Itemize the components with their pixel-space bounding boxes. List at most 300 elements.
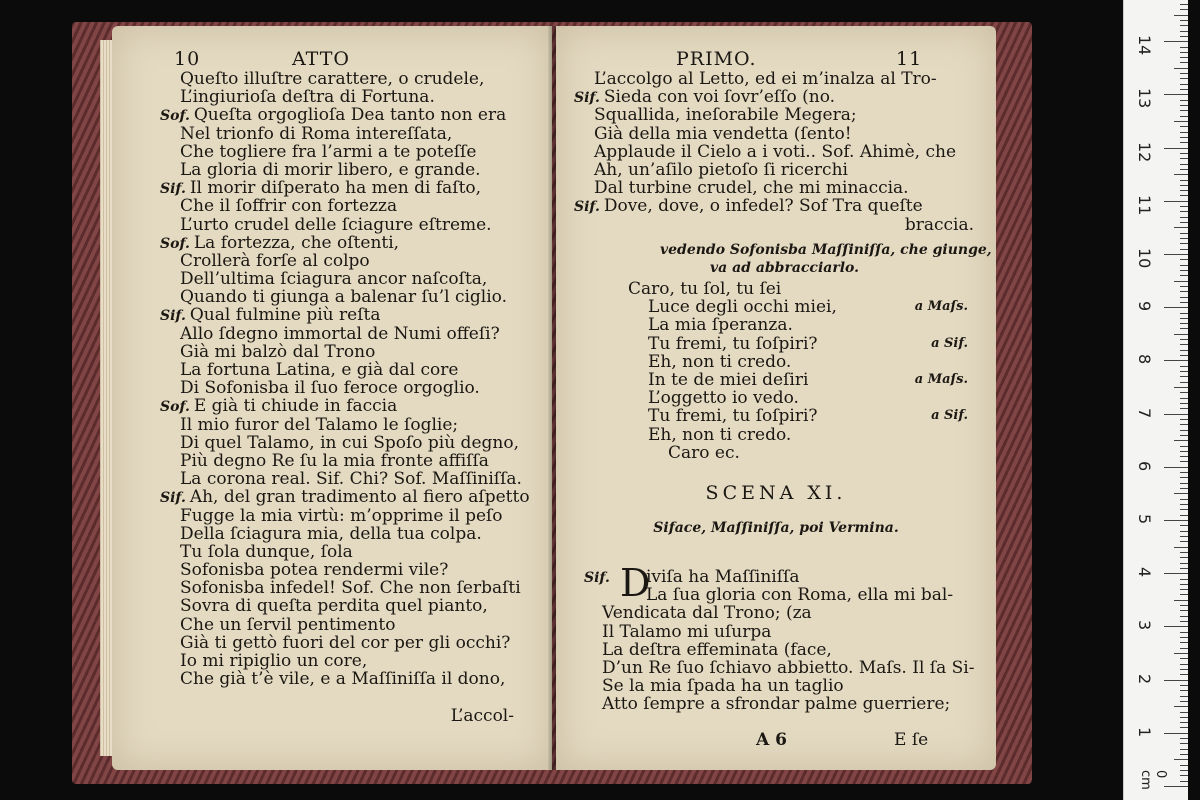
ruler-tick [1180, 164, 1188, 165]
ruler-tick [1180, 233, 1188, 234]
line-text: Che già t’è vile, e a Maſſiniſſa il dono, [180, 669, 506, 690]
aria-line [628, 426, 968, 444]
ruler-tick [1180, 318, 1188, 319]
ruler-tick [1180, 754, 1188, 755]
scene-characters: Siface, Maſſiniſſa, poi Vermina. [653, 520, 899, 536]
text-line [574, 70, 974, 88]
ruler-tick [1164, 360, 1188, 361]
text-line [160, 288, 540, 306]
ruler-tick [1180, 488, 1188, 489]
aria-text: La mia ſperanza. [648, 315, 793, 336]
line-text: Crollerà forſe al colpo [180, 250, 370, 271]
stage-direction [660, 241, 990, 277]
ruler-tick [1180, 504, 1188, 505]
aria-line [628, 298, 968, 316]
ruler-tick [1180, 749, 1188, 750]
text-line [574, 179, 974, 197]
text-line [160, 70, 540, 88]
ruler-tick [1180, 584, 1188, 585]
text-line [160, 397, 540, 415]
ruler-tick [1180, 446, 1188, 447]
left-text-block [160, 70, 540, 688]
text-line [574, 125, 974, 143]
line-text: Nel trionfo di Roma intereſſata, [180, 123, 453, 144]
ruler-tick [1164, 680, 1188, 681]
ruler-tick [1180, 78, 1188, 79]
aria-line [628, 389, 968, 407]
aria-text: In te de miei deſiri [648, 369, 809, 390]
ruler-tick [1180, 31, 1188, 32]
line-text: Ah, del gran tradimento al fiero aſpetto [189, 487, 530, 508]
ruler-tick [1164, 148, 1188, 149]
aria-line [628, 353, 968, 371]
text-line [160, 452, 540, 470]
ruler-tick [1180, 376, 1188, 377]
ruler-tick [1180, 536, 1188, 537]
ruler-tick [1180, 339, 1188, 340]
aria-line [628, 280, 968, 298]
ruler-tick [1180, 116, 1188, 117]
ruler-tick [1180, 132, 1188, 133]
line-text: Che togliere fra l’armi a te poteſſe [180, 141, 477, 162]
ruler-tick [1180, 366, 1188, 367]
ruler-tick [1180, 302, 1188, 303]
ruler-tick [1180, 126, 1188, 127]
ruler-tick [1174, 334, 1188, 335]
text-line [160, 325, 540, 343]
ruler-tick [1180, 4, 1188, 5]
ruler-tick [1180, 297, 1188, 298]
line-text: Sofonisba potea rendermi vile? [180, 560, 449, 581]
drop-cap: D [620, 561, 651, 605]
ruler-number: 4 [1135, 567, 1154, 578]
line-text: Queſto illuſtre carattere, o crudele, [180, 69, 485, 89]
ruler-tick [1180, 371, 1188, 372]
ruler-tick [1180, 185, 1188, 186]
text-line [160, 507, 540, 525]
ruler-tick [1180, 36, 1188, 37]
ruler-tick [1164, 626, 1188, 627]
ruler-tick [1180, 238, 1188, 239]
line-text: Della ſciagura mia, della tua colpa. [180, 523, 482, 544]
ruler-tick [1180, 658, 1188, 659]
ruler-number: 1 [1135, 726, 1154, 737]
ruler-tick [1164, 573, 1188, 574]
ruler-tick [1180, 563, 1188, 564]
measurement-ruler [1123, 0, 1188, 800]
ruler-tick [1180, 541, 1188, 542]
ruler-tick [1180, 355, 1188, 356]
text-line [160, 125, 540, 143]
right-page-number: 11 [896, 48, 923, 70]
aside-note: a Sif. [931, 408, 968, 424]
line-text: Sieda con voi ſovr’eſſo (no. [603, 87, 836, 108]
ruler-tick [1180, 180, 1188, 181]
ruler-tick [1180, 594, 1188, 595]
text-line [160, 361, 540, 379]
ruler-tick [1180, 727, 1188, 728]
aria-line [628, 444, 968, 462]
ruler-tick [1180, 211, 1188, 212]
text-line [574, 161, 974, 179]
dialogue-line: Se la mia ſpada ha un taglio [602, 676, 844, 697]
ruler-tick [1164, 520, 1188, 521]
ruler-tick [1180, 461, 1188, 462]
text-line [160, 252, 540, 270]
ruler-tick [1180, 419, 1188, 420]
text-line [574, 106, 974, 124]
ruler-tick [1180, 610, 1188, 611]
line-text: Ah, un’aſilo pietoſo ſi ricerchi [594, 159, 848, 180]
text-line [160, 306, 540, 324]
text-line [574, 143, 974, 161]
line-text: Il morir diſperato ha men di faſto, [189, 178, 482, 199]
ruler-number: 2 [1135, 673, 1154, 684]
ruler-tick [1180, 344, 1188, 345]
stage-direction-line: vedendo Sofonisba Maſſiniſſa, che giunge, [660, 242, 992, 258]
aside-note: a Sif. [931, 335, 968, 351]
ruler-tick [1180, 579, 1188, 580]
ruler-tick [1180, 47, 1188, 48]
ruler-tick [1180, 217, 1188, 218]
aria-text: Tu fremi, tu ſoſpiri? [648, 406, 818, 427]
aria-text: L’oggetto io vedo. [648, 388, 799, 409]
ruler-tick [1164, 414, 1188, 415]
line-text: E già ti chiude in faccia [193, 396, 398, 417]
ruler-number: 8 [1135, 354, 1154, 365]
ruler-tick [1180, 690, 1188, 691]
line-text: Dal turbine crudel, che mi minaccia. [594, 178, 909, 199]
ruler-tick [1180, 222, 1188, 223]
dialogue-line: La ſua gloria con Roma, ella mi bal- [646, 585, 954, 606]
speaker-label: Sif. [160, 308, 186, 325]
ruler-tick [1180, 313, 1188, 314]
ruler-tick [1164, 733, 1188, 734]
ruler-tick [1164, 307, 1188, 308]
text-line [574, 88, 974, 106]
line-text: Dell’ultima ſciagura ancor naſcoſta, [180, 269, 488, 290]
line-text: Già della mia vendetta (ſento! [594, 123, 852, 144]
line-text: Qual fulmine più reſta [189, 305, 381, 326]
ruler-tick [1180, 270, 1188, 271]
ruler-tick [1180, 552, 1188, 553]
left-page [112, 26, 552, 770]
line-text: Di quel Talamo, in cui Spoſo più degno, [180, 432, 519, 453]
ruler-number: 7 [1135, 407, 1154, 418]
ruler-tick [1180, 738, 1188, 739]
ruler-tick [1180, 531, 1188, 532]
line-text: Che il ſoffrir con fortezza [180, 196, 398, 217]
text-line [160, 670, 540, 688]
ruler-tick [1174, 227, 1188, 228]
ruler-tick [1174, 121, 1188, 122]
ruler-tick [1180, 169, 1188, 170]
ruler-tick [1180, 696, 1188, 697]
ruler-tick [1174, 68, 1188, 69]
ruler-tick [1180, 717, 1188, 718]
ruler-tick [1164, 201, 1188, 202]
ruler-tick [1180, 153, 1188, 154]
text-line [160, 525, 540, 543]
ruler-tick [1180, 712, 1188, 713]
ruler-tick [1180, 286, 1188, 287]
ruler-tick [1180, 137, 1188, 138]
aria-line [628, 407, 968, 425]
aria-line [628, 335, 968, 353]
ruler-tick [1180, 62, 1188, 63]
line-text: Più degno Re ſu la mia fronte affiſſa [180, 450, 489, 471]
text-line [160, 179, 540, 197]
line-text: Già ti gettò fuori del cor per gli occhi? [180, 632, 511, 653]
ruler-tick [1180, 589, 1188, 590]
ruler-tick [1180, 483, 1188, 484]
stage-direction-line: va ad abbracciarlo. [710, 260, 860, 277]
text-line [574, 216, 974, 234]
ruler-tick [1174, 706, 1188, 707]
ruler-number: 12 [1135, 141, 1154, 162]
line-text: Già mi balzò dal Trono [180, 341, 376, 362]
ruler-tick [1180, 568, 1188, 569]
line-text: Sofonisba infedel! Sof. Che non ſerbaſti [180, 578, 521, 599]
aside-note: a Maſs. [914, 299, 968, 315]
ruler-number: 6 [1135, 460, 1154, 471]
ruler-tick [1180, 249, 1188, 250]
line-text: Di Sofonisba il ſuo feroce orgoglio. [180, 378, 480, 399]
ruler-tick [1180, 685, 1188, 686]
line-text: Fugge la mia virtù: m’opprime il peſo [180, 505, 503, 526]
ruler-tick [1180, 430, 1188, 431]
ruler-tick [1180, 770, 1188, 771]
ruler-tick [1180, 52, 1188, 53]
speaker-label: Sif. [574, 199, 600, 216]
aria-block [628, 280, 968, 462]
ruler-tick [1180, 525, 1188, 526]
ruler-number: 5 [1135, 514, 1154, 525]
dialogue-line: iviſa ha Maſſiniſſa [646, 567, 800, 587]
ruler-tick [1180, 110, 1188, 111]
line-text: La gloria di morir libero, e grande. [180, 159, 481, 180]
ruler-tick [1180, 605, 1188, 606]
ruler-tick [1174, 493, 1188, 494]
aria-line [628, 316, 968, 334]
text-line [160, 379, 540, 397]
ruler-tick [1180, 669, 1188, 670]
ruler-tick [1180, 20, 1188, 21]
text-line [160, 616, 540, 634]
right-page [556, 26, 996, 770]
ruler-tick [1180, 781, 1188, 782]
line-text: Dove, dove, o infedel? Sof Tra queſte [603, 196, 923, 217]
text-line [574, 197, 974, 215]
ruler-tick [1174, 600, 1188, 601]
ruler-tick [1180, 105, 1188, 106]
left-running-title: ATTO [292, 48, 350, 70]
text-line [160, 234, 540, 252]
ruler-tick [1180, 57, 1188, 58]
speaker-label: Sif. [160, 490, 186, 507]
ruler-tick [1180, 84, 1188, 85]
dialogue-line: Vendicata dal Trono; (za [602, 603, 812, 624]
right-running-title: PRIMO. [676, 48, 757, 70]
ruler-tick [1180, 637, 1188, 638]
text-line [160, 143, 540, 161]
ruler-tick [1174, 547, 1188, 548]
line-text: La fortuna Latina, e già dal core [180, 360, 459, 380]
ruler-tick [1180, 291, 1188, 292]
ruler-tick [1180, 25, 1188, 26]
speaker-label: Sif. [574, 90, 600, 107]
ruler-tick [1180, 775, 1188, 776]
ruler-tick [1180, 190, 1188, 191]
line-text: Tu ſola dunque, ſola [180, 541, 353, 562]
ruler-tick [1180, 259, 1188, 260]
line-text: Quando ti giunga a balenar ſu’l ciglio. [180, 287, 508, 308]
dialogue-line: La deſtra effeminata (face, [602, 639, 832, 660]
ruler-tick [1174, 281, 1188, 282]
ruler-tick [1180, 275, 1188, 276]
ruler-tick [1180, 392, 1188, 393]
scene-title: SCENA XI. [705, 482, 847, 504]
text-line [160, 216, 540, 234]
ruler-tick [1174, 15, 1188, 16]
ruler-tick [1180, 765, 1188, 766]
ruler-tick [1180, 265, 1188, 266]
ruler-tick [1180, 648, 1188, 649]
ruler-tick [1174, 759, 1188, 760]
ruler-tick [1180, 456, 1188, 457]
text-line [160, 434, 540, 452]
left-page-number: 10 [174, 48, 201, 70]
dialogue-line: Atto ſempre a sfrondar palme guerriere; [602, 694, 951, 715]
aria-text: Caro ec. [668, 442, 740, 463]
ruler-number: 11 [1135, 194, 1154, 216]
text-line [160, 161, 540, 179]
ruler-number: 14 [1135, 35, 1154, 56]
ruler-tick [1180, 158, 1188, 159]
ruler-tick [1180, 557, 1188, 558]
ruler-tick [1180, 100, 1188, 101]
ruler-tick [1180, 398, 1188, 399]
line-text: L’ingiurioſa deſtra di Fortuna. [180, 87, 435, 108]
ruler-tick [1174, 387, 1188, 388]
line-text: La fortezza, che oſtenti, [193, 232, 400, 253]
ruler-tick [1180, 477, 1188, 478]
text-line [160, 106, 540, 124]
right-text-top [574, 70, 974, 234]
ruler-tick [1180, 89, 1188, 90]
ruler-tick [1164, 41, 1188, 42]
text-line [160, 543, 540, 561]
line-text: Squallida, ineſorabile Megera; [594, 105, 857, 126]
dialogue-lines [574, 561, 984, 715]
line-text: Il mio furor del Talamo le ſoglie; [180, 414, 459, 435]
ruler-tick [1180, 195, 1188, 196]
text-line [160, 597, 540, 615]
ruler-tick [1180, 323, 1188, 324]
ruler-number: 9 [1135, 301, 1154, 312]
line-text: Allo ſdegno immortal de Numi offeſi? [180, 323, 500, 344]
ruler-tick [1180, 674, 1188, 675]
ruler-tick [1180, 743, 1188, 744]
speaker-label: Sof. [160, 399, 190, 416]
aria-line [628, 371, 968, 389]
dialogue-line: D’un Re ſuo ſchiavo abbietto. Maſs. Il ſa Si- [602, 657, 975, 678]
ruler-tick [1174, 174, 1188, 175]
ruler-tick [1180, 424, 1188, 425]
ruler-tick [1180, 142, 1188, 143]
left-catchword: L’accol- [450, 706, 514, 726]
ruler-tick [1164, 94, 1188, 95]
ruler-tick [1164, 467, 1188, 468]
ruler-tick [1180, 435, 1188, 436]
line-text: braccia. [904, 214, 974, 235]
ruler-tick [1180, 509, 1188, 510]
ruler-tick [1180, 621, 1188, 622]
aria-text: Luce degli occhi miei, [648, 297, 837, 318]
ruler-tick [1180, 73, 1188, 74]
text-line [160, 416, 540, 434]
ruler-tick [1180, 616, 1188, 617]
ruler-tick [1180, 499, 1188, 500]
ruler-tick [1180, 9, 1188, 10]
text-line [160, 652, 540, 670]
ruler-tick [1180, 328, 1188, 329]
text-line [160, 561, 540, 579]
speaker-label: Sof. [160, 108, 190, 125]
line-text: Che un ſervil pentimento [180, 614, 396, 635]
text-line [160, 470, 540, 488]
ruler-tick [1180, 403, 1188, 404]
speaker-label: Sif. [584, 570, 610, 586]
ruler-tick [1164, 786, 1188, 787]
speaker-label: Sif. [160, 181, 186, 198]
aria-text: Caro, tu ſol, tu ſei [628, 279, 782, 299]
ruler-tick [1180, 382, 1188, 383]
ruler-tick [1180, 701, 1188, 702]
ruler-number: 3 [1135, 620, 1154, 631]
speaker-label: Sof. [160, 235, 190, 252]
text-line [160, 270, 540, 288]
line-text: L’urto crudel delle ſciagure eſtreme. [180, 214, 492, 235]
ruler-tick [1164, 254, 1188, 255]
ruler-tick [1180, 350, 1188, 351]
ruler-number: 10 [1135, 248, 1154, 269]
text-line [160, 197, 540, 215]
line-text: Sovra di queſta perdita quel pianto, [180, 596, 488, 617]
aside-note: a Maſs. [914, 371, 968, 387]
ruler-tick [1174, 653, 1188, 654]
aria-text: Eh, non ti credo. [648, 351, 792, 372]
text-line [160, 88, 540, 106]
text-line [160, 488, 540, 506]
ruler-unit-label: 0 cm [1138, 770, 1168, 790]
ruler-tick [1180, 722, 1188, 723]
aria-text: Eh, non ti credo. [648, 424, 792, 445]
ruler-tick [1180, 206, 1188, 207]
line-text: Applaude il Cielo a i voti.. Sof. Ahimè, che [594, 141, 957, 162]
ruler-tick [1180, 664, 1188, 665]
signature-mark: A 6 [756, 730, 787, 750]
ruler-tick [1180, 451, 1188, 452]
right-catchword: E ſe [894, 730, 929, 750]
text-line [160, 579, 540, 597]
ruler-tick [1180, 632, 1188, 633]
ruler-tick [1180, 408, 1188, 409]
ruler-tick [1174, 440, 1188, 441]
line-text: Queſta orgoglioſa Dea tanto non era [193, 105, 507, 126]
ruler-tick [1180, 243, 1188, 244]
ruler-tick [1180, 472, 1188, 473]
